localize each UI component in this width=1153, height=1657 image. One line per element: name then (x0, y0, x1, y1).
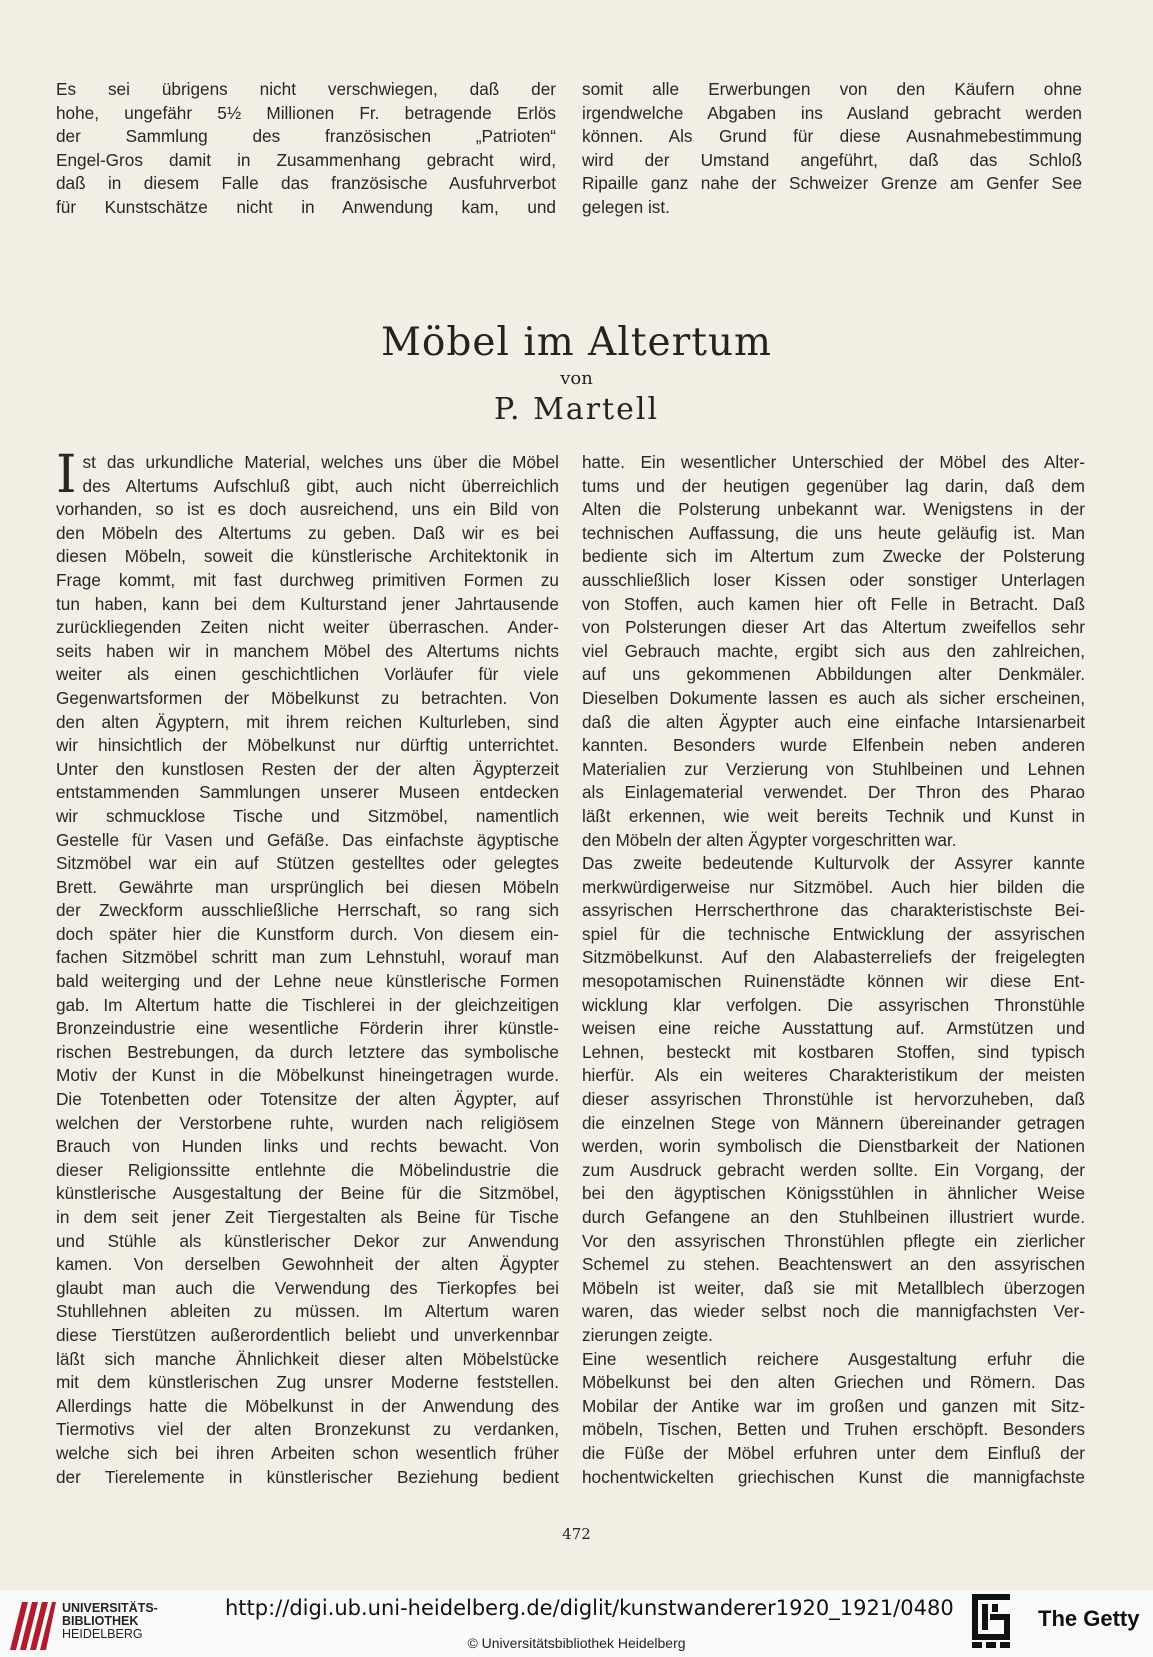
text-line: wicklung klar verfolgen. Die assyrischen Thronstühle (582, 994, 1085, 1015)
text-line: hochentwickelten griechischen Kunst die mannigfachste (582, 1466, 1085, 1487)
text-line: den Möbeln der alten Ägypter vorgeschritten war. (582, 829, 957, 850)
text-line: seits haben wir in manchem Möbel des Altertums nichts (56, 640, 559, 661)
text-line: Allerdings hatte die Möbelkunst in der Anwendung des (56, 1395, 559, 1416)
text-line: gab. Im Altertum hatte die Tischlerei in der gleichzeitigen (56, 994, 559, 1015)
text-line: diesen Möbeln, soweit die künstlerische Architektonik in (56, 546, 559, 567)
text-line: technischen Auffassung, die uns heute geläufig ist. Man (582, 522, 1085, 543)
text-line: kannten. Besonders wurde Elfenbein neben anderen (582, 735, 1085, 756)
top-left-column (56, 78, 556, 220)
article-author: P. Martell (493, 392, 660, 427)
text-line: doch später hier die Kunstform durch. Von diesem ein- (56, 923, 559, 944)
library-line: BIBLIOTHEK (62, 1614, 139, 1628)
text-line: Motiv der Kunst in die Möbelkunst hineingetragen wurde. (56, 1065, 559, 1086)
text-line: mesopotamischen Ruinenstädte können wir diese Ent- (582, 971, 1085, 992)
text-line: der Sammlung des französischen „Patrioten“ (56, 126, 556, 147)
text-line: mit dem künstlerischen Zug unsrer Moderne feststellen. (56, 1372, 559, 1393)
top-right-column (582, 78, 1082, 220)
text-line: viel Gebrauch machte, ergibt sich aus den zahlreichen, (582, 640, 1085, 661)
text-line: durch Gefangene an den Stuhlbeinen illustriert wurde. (582, 1207, 1085, 1227)
text-line: dieser assyrischen Thronstühle ist hervorzuheben, daß (582, 1089, 1085, 1110)
text-line: Ripaille ganz nahe der Schweizer Grenze am Genfer See (582, 173, 1082, 194)
text-line: als Einlagematerial verwendet. Der Thron des Pharao (582, 782, 1085, 803)
text-line: hatte. Ein wesentlicher Unterschied der Möbel des Alter- (582, 452, 1085, 472)
text-line: werden, worin symbolisch die Dienstbarkeit der Nationen (582, 1136, 1085, 1157)
article-left-column (56, 445, 559, 1489)
text-line: möbeln, Tischen, Betten und Truhen erschöpft. Besonders (582, 1419, 1085, 1440)
text-line: Sitzmöbel war ein auf Stützen gestelltes oder gelegtes (56, 853, 559, 874)
library-line: UNIVERSITÄTS- (62, 1601, 158, 1615)
text-line: glaubt man auch die Verwendung des Tierkopfes bei (56, 1277, 559, 1298)
text-line: Sitzmöbelkunst. Auf den Alabasterreliefs der freigelegten (582, 947, 1085, 968)
text-line: zum Ausdruck gebracht werden sollte. Ein Vorgang, der (582, 1159, 1085, 1180)
text-line: weisen eine reiche Ausstattung auf. Armstützen und (582, 1018, 1085, 1039)
text-line: Materialien zur Verzierung von Stuhlbeinen und Lehnen (582, 758, 1085, 779)
text-line: Brett. Gewährte man ursprünglich bei diesen Möbeln (56, 876, 559, 897)
text-line: von Polsterungen dieser Art das Altertum zweifellos sehr (582, 617, 1085, 638)
text-line: daß in diesem Falle das französische Ausfuhrverbot (56, 173, 556, 194)
text-line: Möbelkunst bei den alten Griechen und Römern. Das (582, 1372, 1085, 1393)
text-line: wir schmucklose Tische und Sitzmöbel, namentlich (56, 805, 559, 826)
text-line: ausschließlich loser Kissen oder sonstiger Unterlagen (582, 569, 1085, 590)
text-line: merkwürdigerweise nur Sitzmöbel. Auch hier bilden die (582, 876, 1085, 897)
text-line: weiter als einen geschichtlichen Vorläufer für viele (56, 664, 559, 685)
text-line: diese Tierstützen außerordentlich beliebt und unverkennbar (56, 1324, 559, 1345)
text-line: Gestelle für Vasen und Gefäße. Das einfachste ägyptische (56, 829, 559, 850)
drop-cap: I (56, 445, 77, 505)
article-right-column (582, 451, 1085, 1489)
text-line: der Tierelemente in künstlerischer Beziehung bedient (56, 1466, 559, 1487)
text-line: tums und der heutigen gegenüber lag darin, daß dem (582, 475, 1085, 496)
text-line: Möbeln ist weiter, daß sie mit Metallblech überzogen (582, 1277, 1085, 1298)
text-line: bald weiterging und der Lehne neue künstlerische Formen (56, 971, 559, 992)
text-line: Stuhllehnen ableiten zu müssen. Im Altertum waren (56, 1301, 559, 1322)
text-line: Dieselben Dokumente lassen es auch als sicher erscheinen, (582, 687, 1085, 708)
text-line: vorhanden, so ist es doch ausreichend, uns ein Bild von (56, 499, 559, 520)
text-line: gelegen ist. (582, 196, 670, 217)
text-line: rischen Bestrebungen, da durch letztere das symbolische (56, 1041, 559, 1062)
library-line: HEIDELBERG (62, 1627, 143, 1641)
article-title: Möbel im Altertum (381, 320, 772, 365)
text-line: Vor den assyrischen Thronstühlen pflegte ein zierlicher (582, 1230, 1085, 1251)
text-line: Mobilar der Antike war im großen und ganzen mit Sitz- (582, 1395, 1085, 1416)
text-line: läßt erkennen, wie weit bereits Technik und Kunst in (582, 805, 1085, 826)
text-line: des Altertums Aufschluß gibt, auch nicht überreichlich (82, 475, 559, 496)
copyright-notice: © Universitätsbibliothek Heidelberg (467, 1635, 686, 1651)
text-line: Tiermotivs viel der alten Bronzekunst zu verdanken, (56, 1419, 559, 1440)
text-line: welche sich bei ihren Arbeiten schon wesentlich früher (56, 1442, 559, 1463)
text-line: Alten die Polsterung unbekannt war. Wenigstens in der (582, 499, 1085, 520)
text-line: zierungen zeigte. (582, 1324, 713, 1345)
text-line: Gegenwartsformen der Möbelkunst zu betrachten. Von (56, 687, 559, 708)
text-line: Die Totenbetten oder Totensitze der alten Ägypter, auf (56, 1089, 559, 1110)
text-line: daß die alten Ägypter auch eine einfache Intarsienarbeit (582, 711, 1085, 732)
text-line: Es sei übrigens nicht verschwiegen, daß der (56, 79, 556, 99)
text-line: Bronzeindustrie eine wesentliche Förderin ihrer künstle- (56, 1018, 559, 1039)
text-line: spiel für die technische Entwicklung der assyrischen (582, 923, 1085, 944)
text-line: in dem seit jener Zeit Tiergestalten als Beine für Tische (56, 1207, 559, 1227)
text-line: Brauch von Hunden links und rechts bewacht. Von (56, 1136, 559, 1157)
text-line: für Kunstschätze nicht in Anwendung kam, und (56, 196, 556, 217)
text-line: läßt sich manche Ähnlichkeit dieser alten Möbelstücke (56, 1348, 559, 1369)
text-line: Frage kommt, mit fast durchweg primitiven Formen zu (56, 569, 559, 590)
text-line: Engel-Gros damit in Zusammenhang gebracht wird, (56, 149, 556, 170)
article-byline-von: von (560, 368, 593, 389)
text-line: die Füße der Möbel erfuhren unter dem Einfluß der (582, 1442, 1085, 1463)
text-line: zurückliegenden Zeiten nicht weiter überraschen. Ander- (56, 617, 559, 638)
text-line: der Zweckform ausschließliche Herrschaft, so rang sich (56, 900, 559, 921)
text-line: fachen Sitzmöbel schritt man zum Lehnstuhl, worauf man (56, 947, 559, 968)
text-line: somit alle Erwerbungen von den Käufern ohne (582, 79, 1082, 99)
text-line: den Möbeln des Altertums zu geben. Daß wir es bei (56, 522, 559, 543)
page-number: 472 (562, 1525, 591, 1543)
text-line: auf uns gekommenen Abbildungen alter Denkmäler. (582, 664, 1085, 685)
partner-name: The Getty (1038, 1606, 1140, 1631)
text-line: den alten Ägyptern, mit ihrem reichen Kulturleben, sind (56, 711, 559, 732)
text-line: irgendwelche Abgaben ins Ausland gebracht werden (582, 102, 1082, 123)
text-line: bei den ägyptischen Königsstühlen in ähnlicher Weise (582, 1183, 1085, 1204)
text-line: Schemel zu stehen. Beachtenswert an den assyrischen (582, 1254, 1085, 1275)
text-line: Das zweite bedeutende Kulturvolk der Assyrer kannte (582, 853, 1085, 874)
getty-logo-icon (970, 1592, 1012, 1650)
text-line: entstammenden Sammlungen unserer Museen entdecken (56, 782, 559, 803)
text-line: kamen. Von derselben Gewohnheit der alten Ägypter (56, 1254, 559, 1275)
text-line: welchen der Verstorbene ruhte, wurden nach religiösem (56, 1112, 559, 1133)
text-line: künstlerische Ausgestaltung der Beine für die Sitzmöbel, (56, 1183, 559, 1204)
text-line: von Stoffen, auch kamen hier oft Felle in Betracht. Daß (582, 593, 1085, 614)
text-line: bediente sich im Altertum zum Zwecke der Polsterung (582, 546, 1085, 567)
text-line: hohe, ungefähr 5½ Millionen Fr. betragende Erlös (56, 102, 556, 123)
permalink-url[interactable]: http://digi.ub.uni-heidelberg.de/diglit/kunstwanderer1920_1921/0480 (225, 1596, 954, 1620)
text-line: und Stühle als künstlerischer Dekor zur Anwendung (56, 1230, 559, 1251)
text-line: wir hinsichtlich der Möbelkunst nur dürftig unterrichtet. (56, 735, 559, 756)
text-line: Eine wesentlich reichere Ausgestaltung erfuhr die (582, 1348, 1085, 1369)
text-line: waren, das wieder selbst noch die mannigfachsten Ver- (582, 1301, 1085, 1322)
text-line: Unter den kunstlosen Resten der der alten Ägypterzeit (56, 758, 559, 779)
text-line: Lehnen, besteckt mit kostbaren Stoffen, sind typisch (582, 1041, 1085, 1062)
text-line: hierfür. Als ein weiteres Charakteristikum der meisten (582, 1065, 1085, 1086)
text-line: dieser Religionssitte entlehnte die Möbelindustrie die (56, 1159, 559, 1180)
text-line: können. Als Grund für diese Ausnahmebestimmung (582, 126, 1082, 147)
text-line: assyrischen Herrscherthrone das charakteristischste Bei- (582, 900, 1085, 921)
text-line: die einzelnen Stege von Männern übereinander getragen (582, 1112, 1085, 1133)
text-line: wird der Umstand angeführt, daß das Schloß (582, 149, 1082, 170)
text-line: tun haben, kann bei dem Kulturstand jener Jahrtausende (56, 593, 559, 614)
text-line: st das urkundliche Material, welches uns über die Möbel (82, 452, 559, 472)
